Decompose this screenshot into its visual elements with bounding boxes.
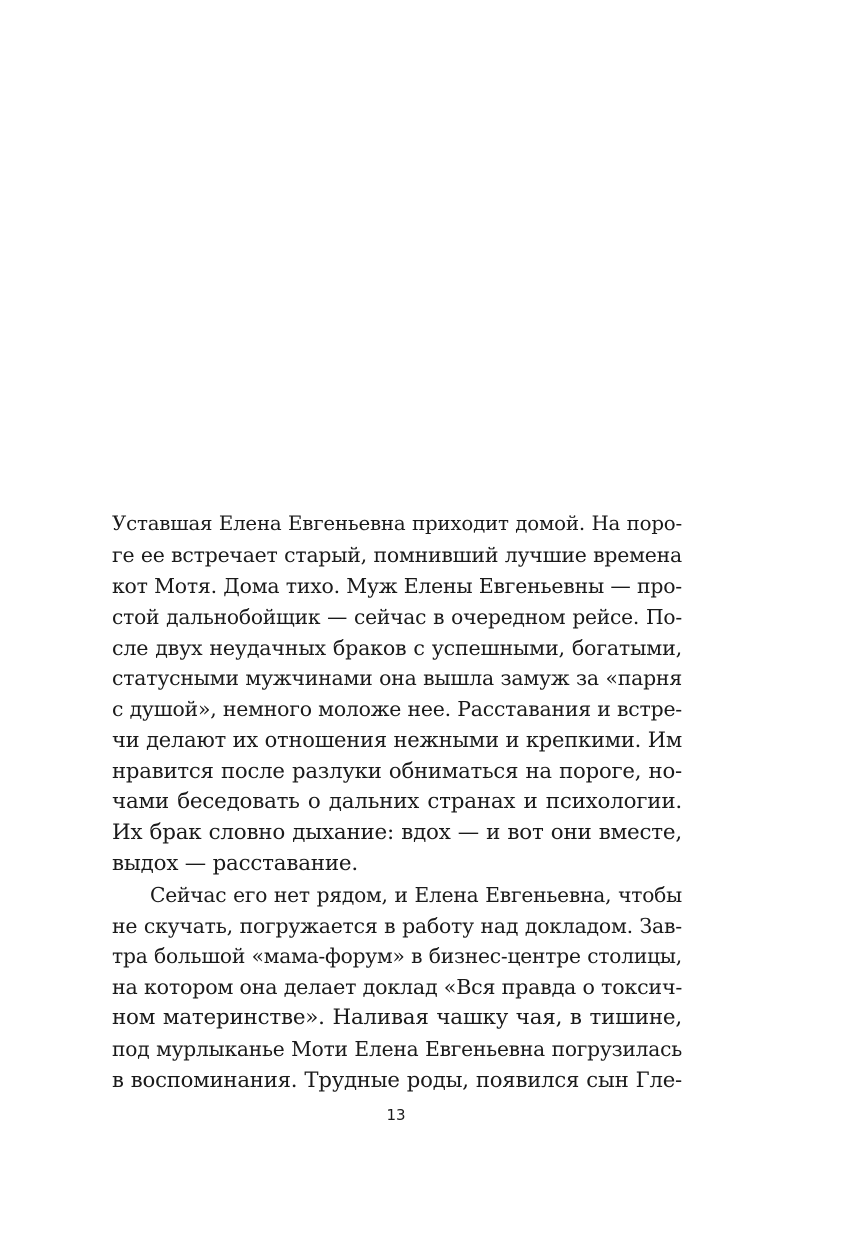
text-line: чи делают их отношения нежными и крепкими. Им [112, 728, 682, 753]
text-line: статусными мужчинами она вышла замуж за «парня [112, 666, 682, 691]
page-number: 13 [386, 1106, 406, 1124]
text-line: в воспоминания. Трудные роды, появился сын Гле- [112, 1067, 682, 1093]
text-line: под мурлыканье Моти Елена Евгеньевна погрузилась [112, 1037, 682, 1062]
text-line: не скучать, погружается в работу над докладом. Зав- [112, 913, 682, 938]
text-line: ге ее встречает старый, помнивший лучшие времена [112, 542, 682, 567]
text-line: выдох — расставание. [112, 850, 358, 876]
text-line: на котором она делает доклад «Вся правда о токсич- [112, 975, 683, 1000]
text-line: стой дальнобойщик — сейчас в очередном рейсе. По- [112, 604, 682, 629]
text-line: Сейчас его нет рядом, и Елена Евгеньевна, чтобы [150, 882, 682, 907]
text-line: кот Мотя. Дома тихо. Муж Елены Евгеньевны — про- [112, 573, 682, 598]
text-line: нравится после разлуки обниматься на пороге, но- [112, 758, 682, 784]
text-line: сле двух неудачных браков с успешными, богатыми, [112, 635, 682, 660]
text-line: чами беседовать о дальних странах и психологии. [112, 789, 682, 815]
text-line: с душой», немного моложе нее. Расставания и встре- [112, 697, 682, 722]
text-line: тра большой «мама-форум» в бизнес-центре столицы, [112, 944, 682, 969]
text-line: Их брак словно дыхание: вдох — и вот они вместе, [112, 819, 682, 845]
paragraph-2 [112, 880, 682, 1096]
text-line: Уставшая Елена Евгеньевна приходит домой. На поро- [112, 512, 682, 535]
text-line: ном материнстве». Наливая чашку чая, в тишине, [112, 1005, 682, 1031]
body-text [112, 509, 682, 1096]
paragraph-1 [112, 509, 682, 880]
